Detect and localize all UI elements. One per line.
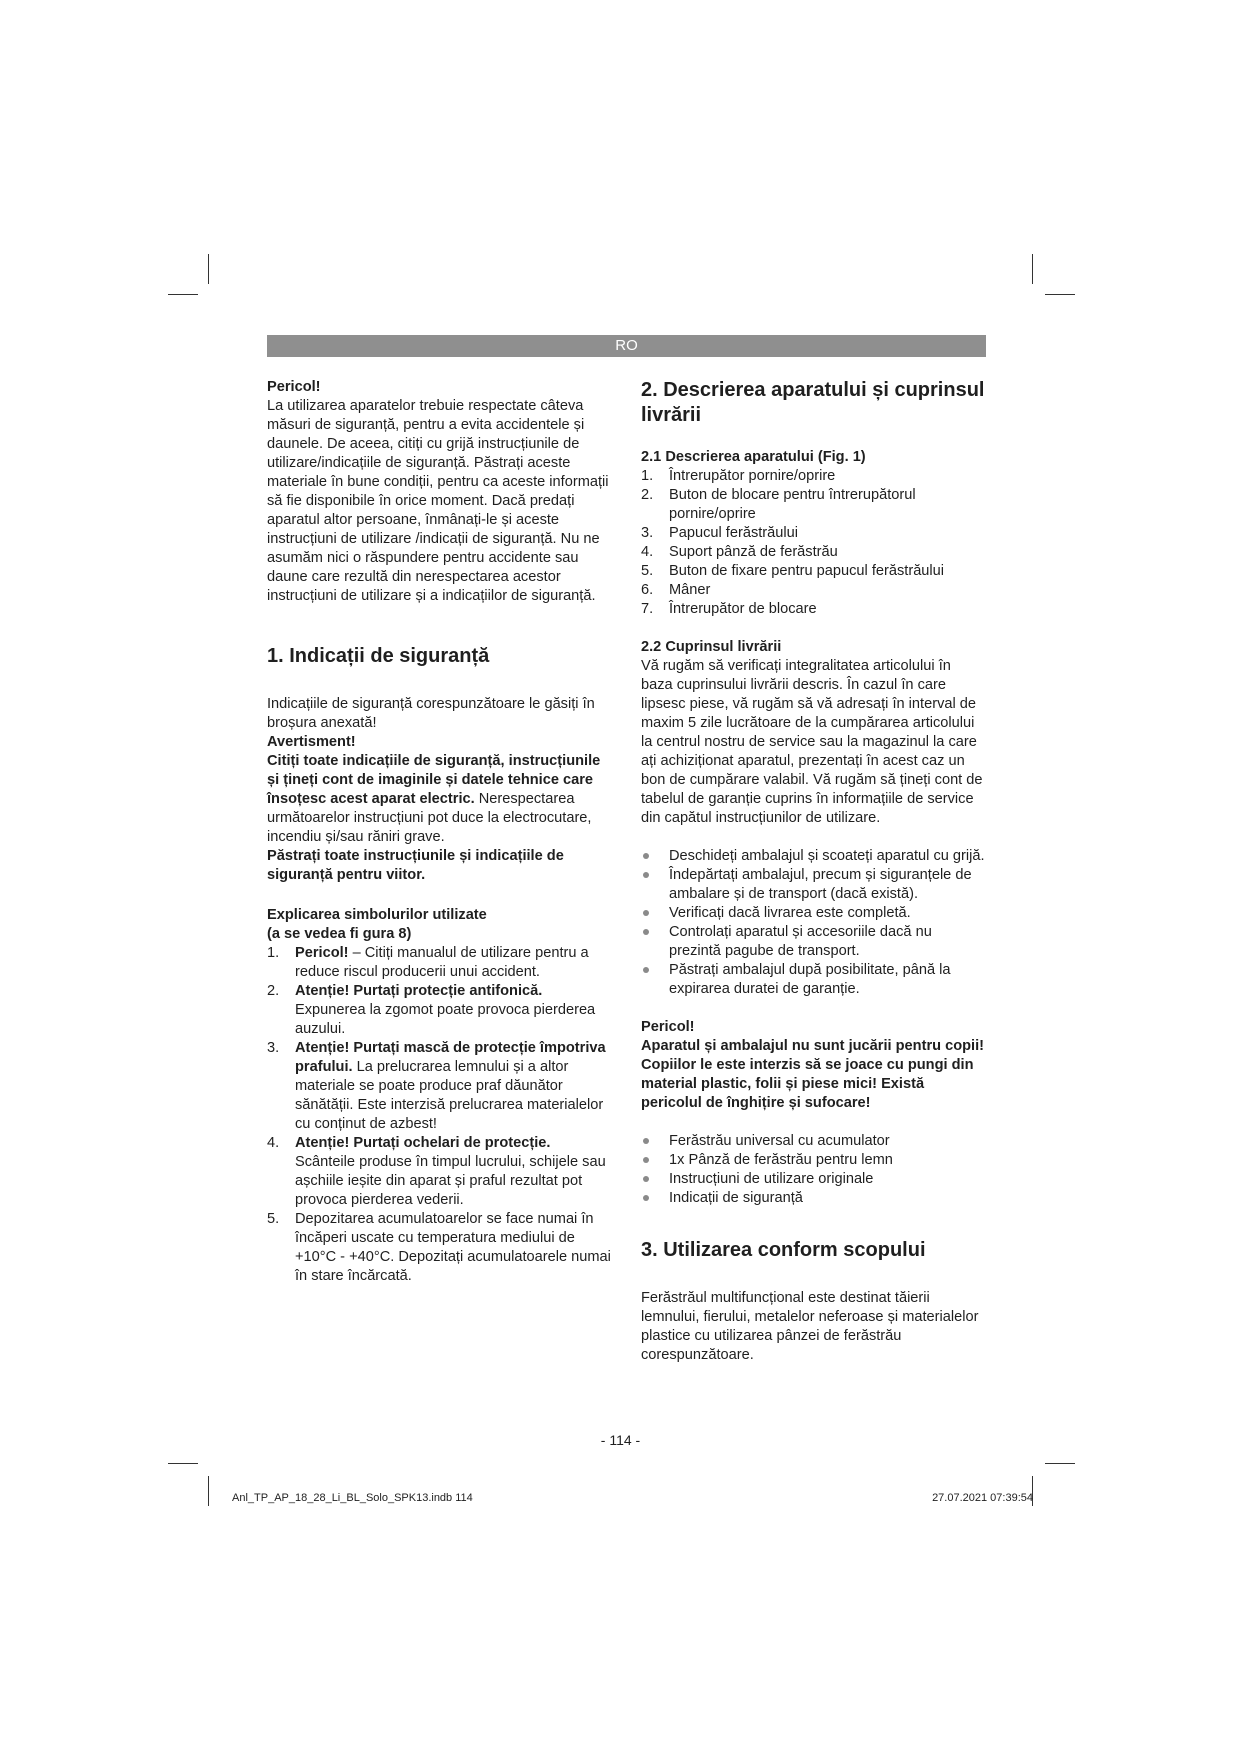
item-number: 1.	[641, 468, 654, 484]
item-number: 2.	[641, 487, 654, 503]
item-number: 5.	[267, 1211, 280, 1227]
section-1-intro: Indicațiile de siguranță corespunzătoare le găsiți în broșura anexată!	[267, 696, 595, 731]
right-column	[641, 378, 986, 1365]
item-text: Expunerea la zgomot poate provoca pierderea auzului.	[295, 1002, 596, 1037]
crop-mark	[168, 1463, 198, 1464]
item-number: 1.	[267, 945, 280, 961]
pastrati-instructiunile: Păstrați toate instrucțiunile și indicațiile de siguranță pentru viitor.	[267, 848, 564, 883]
item-text: Suport pânză de ferăstrău	[669, 544, 838, 560]
contents-list	[641, 1132, 986, 1208]
symbols-heading-ref: (a se vedea fi gura 8)	[267, 926, 412, 942]
crop-mark	[1045, 1463, 1075, 1464]
avertisment-bold-text: Citiți toate indicațiile de siguranță, instrucțiunile și țineți cont de imaginile și datele tehnice care însoțesc acest aparat electric.	[267, 753, 601, 807]
list-item	[641, 524, 986, 543]
list-item: Îndepărtați ambalajul, precum și siguranțele de ambalare și de transport (dacă există).	[641, 866, 986, 904]
item-number: 2.	[267, 983, 280, 999]
crop-mark	[1045, 294, 1075, 295]
item-number: 4.	[267, 1135, 280, 1151]
left-column	[267, 378, 612, 1286]
section-1-title: 1. Indicații de siguranță	[267, 645, 490, 667]
item-text: Scânteile produse în timpul lucrului, schijele sau așchiile ieșite din aparat și praful rezultat pot provoca pierderea vederii.	[295, 1154, 606, 1208]
item-bold-text: Pericol!	[295, 945, 349, 961]
list-item: 1x Pânză de ferăstrău pentru lemn	[641, 1151, 986, 1170]
item-bold-text: Atenție! Purtați ochelari de protecție.	[295, 1135, 551, 1151]
item-number: 7.	[641, 601, 654, 617]
list-item	[641, 467, 986, 486]
crop-mark	[208, 1476, 209, 1506]
pericol-warning: Aparatul și ambalajul nu sunt jucării pentru copii! Copiilor le este interzis să se joace cu pungi din material plastic, folii și piese mici! Există pericolul de înghițire și sufocare!	[641, 1038, 985, 1111]
item-text: Mâner	[669, 582, 711, 598]
symbols-heading: Explicarea simbolurilor utilizate	[267, 907, 487, 923]
avertisment-paragraph	[267, 752, 612, 847]
subsection-2-1-title: 2.1 Descrierea aparatului (Fig. 1)	[641, 449, 866, 465]
list-item	[267, 982, 612, 1039]
item-text: Papucul ferăstrăului	[669, 525, 798, 541]
item-number: 6.	[641, 582, 654, 598]
list-item	[641, 486, 986, 524]
list-item	[267, 1210, 612, 1286]
list-item: Deschideți ambalajul și scoateți aparatul cu grijă.	[641, 847, 986, 866]
list-item	[641, 600, 986, 619]
list-item	[267, 944, 612, 982]
section-3-paragraph: Ferăstrăul multifuncțional este destinat tăierii lemnului, fierului, metalelor neferoase și materialelor plastice cu utilizarea pânzei de ferăstrău corespunzătoare.	[641, 1290, 979, 1363]
parts-list	[641, 467, 986, 619]
item-text: Depozitarea acumulatoarelor se face numai în încăperi uscate cu temperatura mediului de +10°C - +40°C. Depozitați acumulatoarele numai în stare încărcată.	[295, 1211, 611, 1284]
item-number: 3.	[267, 1040, 280, 1056]
item-bold-text: Atenție! Purtați mască de protecție împotriva prafului.	[295, 1040, 606, 1075]
language-header-bar: RO	[267, 335, 986, 357]
list-item: Instrucțiuni de utilizare originale	[641, 1170, 986, 1189]
crop-mark	[208, 254, 209, 284]
unpacking-steps-list	[641, 847, 986, 999]
item-text: La prelucrarea lemnului și a altor materiale se poate produce praf dăunător sănătății. Este interzisă prelucrarea materialelor cu conținut de azbest!	[295, 1059, 604, 1132]
item-number: 4.	[641, 544, 654, 560]
section-3-title: 3. Utilizarea conform scopului	[641, 1239, 926, 1261]
avertisment-text: Nerespectarea următoarelor instrucțiuni pot duce la electrocutare, incendiu și/sau răniri grave.	[267, 791, 592, 845]
item-number: 5.	[641, 563, 654, 579]
pericol-paragraph: La utilizarea aparatelor trebuie respectate câteva măsuri de siguranță, pentru a evita accidentele și daunele. De aceea, citiți cu grijă instrucțiunile de utilizare/indicațiile de siguranță. Păstrați aceste materiale în bune condiții, pentru ca aceste informații să fie disponibile în orice moment. Dacă predați aparatul altor persoane, înmânați-le și aceste instrucțiuni de utilizare /indicații de siguranță. Nu ne asumăm nici o răspundere pentru accidente sau daune care rezultă din nerespectarea acestor instrucțiuni de utilizare și a indicațiilor de siguranță.	[267, 398, 609, 604]
list-item	[267, 1134, 612, 1210]
item-number: 3.	[641, 525, 654, 541]
footer-timestamp: 27.07.2021 07:39:54	[932, 1492, 1033, 1504]
pericol-heading: Pericol!	[641, 1019, 695, 1035]
list-item: Controlați aparatul și accesoriile dacă nu prezintă pagube de transport.	[641, 923, 986, 961]
list-item	[641, 562, 986, 581]
item-text: Întrerupător pornire/oprire	[669, 468, 836, 484]
item-text: – Citiți manualul de utilizare pentru a reduce riscul producerii unui accident.	[295, 945, 589, 980]
list-item: Indicații de siguranță	[641, 1189, 986, 1208]
list-item: Verificați dacă livrarea este completă.	[641, 904, 986, 923]
item-bold-text: Atenție! Purtați protecție antifonică.	[295, 983, 543, 999]
page-number: - 114 -	[600, 1432, 641, 1448]
item-text: Întrerupător de blocare	[669, 601, 817, 617]
crop-mark	[168, 294, 198, 295]
delivery-paragraph: Vă rugăm să verificați integralitatea articolului în baza cuprinsului livrării descris. În cazul în care lipsesc piese, vă rugăm să vă adresați în interval de maxim 5 zile lucrătoare de la cumpărarea articolului la centrul nostru de service sau la magazinul la care ați achiziționat aparatul, prezentați în acest caz un bon de cumpărare valabil. Vă rugăm să țineți cont de tabelul de garanție cuprins în informațiile de service din capătul instrucțiunilor de utilizare.	[641, 658, 983, 826]
symbols-list	[267, 944, 612, 1286]
item-text: Buton de fixare pentru papucul ferăstrăului	[669, 563, 945, 579]
section-2-title: 2. Descrierea aparatului și cuprinsul livrării	[641, 379, 985, 426]
list-item	[641, 543, 986, 562]
footer-file-name: Anl_TP_AP_18_28_Li_BL_Solo_SPK13.indb 114	[232, 1492, 473, 1504]
list-item	[267, 1039, 612, 1134]
list-item	[641, 581, 986, 600]
subsection-2-2-title: 2.2 Cuprinsul livrării	[641, 639, 782, 655]
item-text: Buton de blocare pentru întrerupătorul pornire/oprire	[669, 487, 916, 522]
avertisment-heading: Avertisment!	[267, 734, 356, 750]
list-item: Păstrați ambalajul după posibilitate, până la expirarea duratei de garanție.	[641, 961, 986, 999]
pericol-heading: Pericol!	[267, 379, 321, 395]
crop-mark	[1032, 254, 1033, 284]
list-item: Ferăstrău universal cu acumulator	[641, 1132, 986, 1151]
